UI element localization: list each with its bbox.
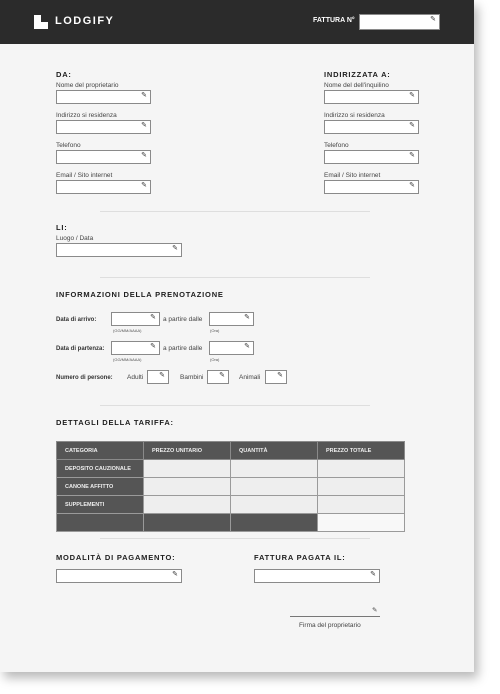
column-header: CATEGORIA	[57, 442, 144, 460]
unit-price-cell[interactable]	[144, 460, 231, 478]
edit-icon: ✎	[244, 343, 250, 350]
tenant-email-label: Email / Sito internet	[324, 172, 381, 179]
tenant-phone-label: Telefono	[324, 142, 349, 149]
to-heading: INDIRIZZATA A:	[324, 70, 391, 79]
total-price-cell[interactable]	[318, 460, 405, 478]
arrival-label: Data di arrivo:	[56, 317, 97, 323]
signature-label: Firma del proprietario	[299, 622, 361, 629]
edit-icon: ✎	[150, 343, 156, 350]
guests-label: Numero di persone:	[56, 375, 113, 381]
arrival-date-hint: (GG/MM/AAAA)	[113, 328, 142, 333]
table-row	[57, 478, 405, 496]
departure-date-field[interactable]	[111, 341, 160, 355]
arrival-time-hint: (Ora)	[210, 328, 220, 333]
tenant-name-field[interactable]	[324, 90, 419, 104]
unit-price-cell[interactable]	[144, 478, 231, 496]
children-field[interactable]	[207, 370, 229, 384]
table-row	[57, 496, 405, 514]
tenant-email-field[interactable]	[324, 180, 419, 194]
arrival-date-field[interactable]	[111, 312, 160, 326]
owner-phone-field[interactable]	[56, 150, 151, 164]
booking-heading: INFORMAZIONI DELLA PRENOTAZIONE	[56, 290, 224, 299]
tenant-address-label: Indirizzo si residenza	[324, 112, 385, 119]
departure-time-hint: (Ora)	[210, 357, 220, 362]
table-header-row	[57, 442, 405, 460]
quantity-cell[interactable]	[231, 478, 318, 496]
edit-icon: ✎	[430, 16, 436, 23]
arrival-from-time-label: a partire dalle	[163, 316, 203, 323]
unit-price-cell[interactable]	[144, 496, 231, 514]
tenant-name-label: Nome del dell'inquilino	[324, 82, 389, 89]
owner-name-field[interactable]	[56, 90, 151, 104]
divider	[100, 538, 370, 539]
edit-icon: ✎	[219, 372, 225, 379]
departure-label: Data di partenza:	[56, 346, 105, 352]
row-label: SUPPLEMENTI	[57, 496, 144, 514]
edit-icon: ✎	[141, 122, 147, 129]
table-total-row	[57, 514, 405, 532]
paid-on-heading: FATTURA PAGATA IL:	[254, 553, 346, 562]
divider	[100, 277, 370, 278]
total-row-spacer	[231, 514, 318, 532]
place-date-label: Luogo / Data	[56, 235, 94, 242]
total-price-cell[interactable]	[318, 496, 405, 514]
invoice-number-label: FATTURA N°	[313, 17, 355, 24]
divider	[100, 405, 370, 406]
edit-icon: ✎	[172, 245, 178, 252]
column-header: QUANTITÀ	[231, 442, 318, 460]
edit-icon: ✎	[409, 152, 415, 159]
rates-table	[56, 441, 405, 532]
total-row-spacer	[57, 514, 144, 532]
table-row	[57, 460, 405, 478]
edit-icon: ✎	[409, 182, 415, 189]
children-label: Bambini	[180, 374, 204, 381]
signature-line[interactable]	[290, 616, 380, 617]
logo-text: LODGIFY	[55, 15, 115, 27]
adults-label: Adulti	[127, 374, 144, 381]
tenant-address-field[interactable]	[324, 120, 419, 134]
lodgify-logo-icon	[34, 15, 48, 29]
edit-icon: ✎	[150, 314, 156, 321]
animals-field[interactable]	[265, 370, 287, 384]
edit-icon: ✎	[141, 182, 147, 189]
edit-icon: ✎	[159, 372, 165, 379]
total-price-cell[interactable]	[318, 478, 405, 496]
edit-icon: ✎	[141, 92, 147, 99]
edit-icon[interactable]: ✎	[372, 607, 378, 614]
total-row-spacer	[144, 514, 231, 532]
arrival-time-field[interactable]	[209, 312, 254, 326]
edit-icon: ✎	[409, 122, 415, 129]
payment-method-heading: MODALITÀ DI PAGAMENTO:	[56, 553, 176, 562]
place-date-field[interactable]	[56, 243, 182, 257]
paid-on-field[interactable]	[254, 569, 380, 583]
row-label: CANONE AFFITTO	[57, 478, 144, 496]
row-label: DEPOSITO CAUZIONALE	[57, 460, 144, 478]
from-heading: DA:	[56, 70, 72, 79]
quantity-cell[interactable]	[231, 496, 318, 514]
column-header: PREZZO TOTALE	[318, 442, 405, 460]
departure-time-field[interactable]	[209, 341, 254, 355]
adults-field[interactable]	[147, 370, 169, 384]
tenant-phone-field[interactable]	[324, 150, 419, 164]
departure-date-hint: (GG/MM/AAAA)	[113, 357, 142, 362]
owner-email-field[interactable]	[56, 180, 151, 194]
payment-method-field[interactable]	[56, 569, 182, 583]
divider	[100, 211, 370, 212]
owner-address-label: Indirizzo si residenza	[56, 112, 117, 119]
grand-total-cell[interactable]	[318, 514, 405, 532]
place-heading: LI:	[56, 223, 68, 232]
header-bar	[0, 0, 474, 44]
edit-icon: ✎	[409, 92, 415, 99]
quantity-cell[interactable]	[231, 460, 318, 478]
edit-icon: ✎	[370, 571, 376, 578]
column-header: PREZZO UNITARIO	[144, 442, 231, 460]
departure-from-time-label: a partire dalle	[163, 345, 203, 352]
edit-icon: ✎	[244, 314, 250, 321]
edit-icon: ✎	[277, 372, 283, 379]
animals-label: Animali	[239, 374, 261, 381]
rates-heading: DETTAGLI DELLA TARIFFA:	[56, 418, 174, 427]
edit-icon: ✎	[141, 152, 147, 159]
owner-name-label: Nome del proprietario	[56, 82, 119, 89]
edit-icon: ✎	[172, 571, 178, 578]
owner-email-label: Email / Sito internet	[56, 172, 113, 179]
invoice-number-field[interactable]	[359, 14, 440, 30]
owner-phone-label: Telefono	[56, 142, 81, 149]
owner-address-field[interactable]	[56, 120, 151, 134]
